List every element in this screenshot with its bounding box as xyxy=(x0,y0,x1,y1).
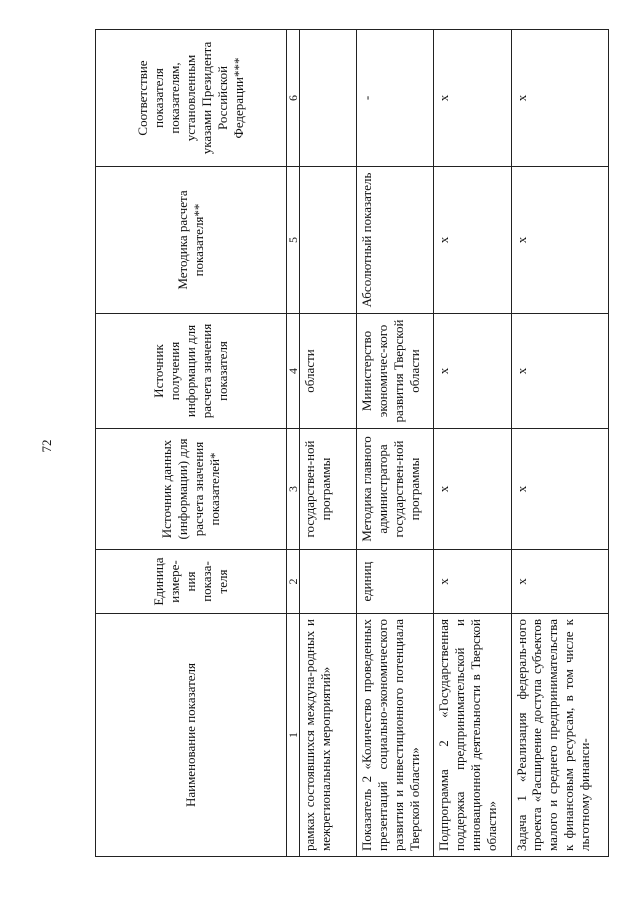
rotated-table-container xyxy=(95,30,609,857)
table-row xyxy=(434,30,511,857)
cell-compliance: - xyxy=(357,30,434,167)
cell-indicator-name: Задача 1 «Реализация федераль-ного проекта «Расширение доступа субъектов малого и среднего предпринимательства к финансовым ресурсам, в том числе к льготному финанси- xyxy=(511,614,608,857)
table-row xyxy=(357,30,434,857)
cell-info-source: области xyxy=(299,314,356,429)
header-indicator-name: Наименование показателя xyxy=(96,614,287,857)
cell-unit xyxy=(299,550,356,614)
header-row xyxy=(96,30,287,857)
header-method: Методика расчета показателя** xyxy=(96,167,287,314)
cell-unit: единиц xyxy=(357,550,434,614)
column-number: 3 xyxy=(286,429,299,550)
cell-data-source: х xyxy=(511,429,608,550)
cell-unit: х xyxy=(434,550,511,614)
table-row xyxy=(511,30,608,857)
cell-compliance xyxy=(299,30,356,167)
column-number: 5 xyxy=(286,167,299,314)
cell-data-source: государствен-ной программы xyxy=(299,429,356,550)
column-number: 6 xyxy=(286,30,299,167)
cell-data-source: Методика главного администратора государствен-ной программы xyxy=(357,429,434,550)
indicators-table xyxy=(95,29,609,857)
cell-indicator-name: Подпрограмма 2 «Государственная поддержка предпринимательской и инновационной деятельности в Тверской области» xyxy=(434,614,511,857)
header-data-source: Источник данных (информации) для расчета значения показателей* xyxy=(96,429,287,550)
page-number: 72 xyxy=(39,439,54,453)
header-compliance: Соответствие показателя показателям, установленным указами Президента Российской Федерации*** xyxy=(96,30,287,167)
column-number-row xyxy=(286,30,299,857)
cell-method: х xyxy=(434,167,511,314)
cell-info-source: х xyxy=(434,314,511,429)
cell-method: х xyxy=(511,167,608,314)
cell-indicator-name: рамках состоявшихся междуна-родных и межрегиональных мероприятий» xyxy=(299,614,356,857)
header-unit: Единица измере-ния показа-теля xyxy=(96,550,287,614)
cell-method: Абсолютный показатель xyxy=(357,167,434,314)
column-number: 2 xyxy=(286,550,299,614)
header-info-source: Источник получения информации для расчета значения показателя xyxy=(96,314,287,429)
cell-unit: х xyxy=(511,550,608,614)
cell-method xyxy=(299,167,356,314)
cell-indicator-name: Показатель 2 «Количество проведенных презентаций социально-экономического развития и инвестиционного потенциала Тверской области» xyxy=(357,614,434,857)
cell-info-source: Министерство экономичес-кого развития Тверской области xyxy=(357,314,434,429)
column-number: 4 xyxy=(286,314,299,429)
cell-compliance: х xyxy=(511,30,608,167)
cell-data-source: х xyxy=(434,429,511,550)
table-row xyxy=(299,30,356,857)
column-number: 1 xyxy=(286,614,299,857)
cell-compliance: х xyxy=(434,30,511,167)
cell-info-source: х xyxy=(511,314,608,429)
